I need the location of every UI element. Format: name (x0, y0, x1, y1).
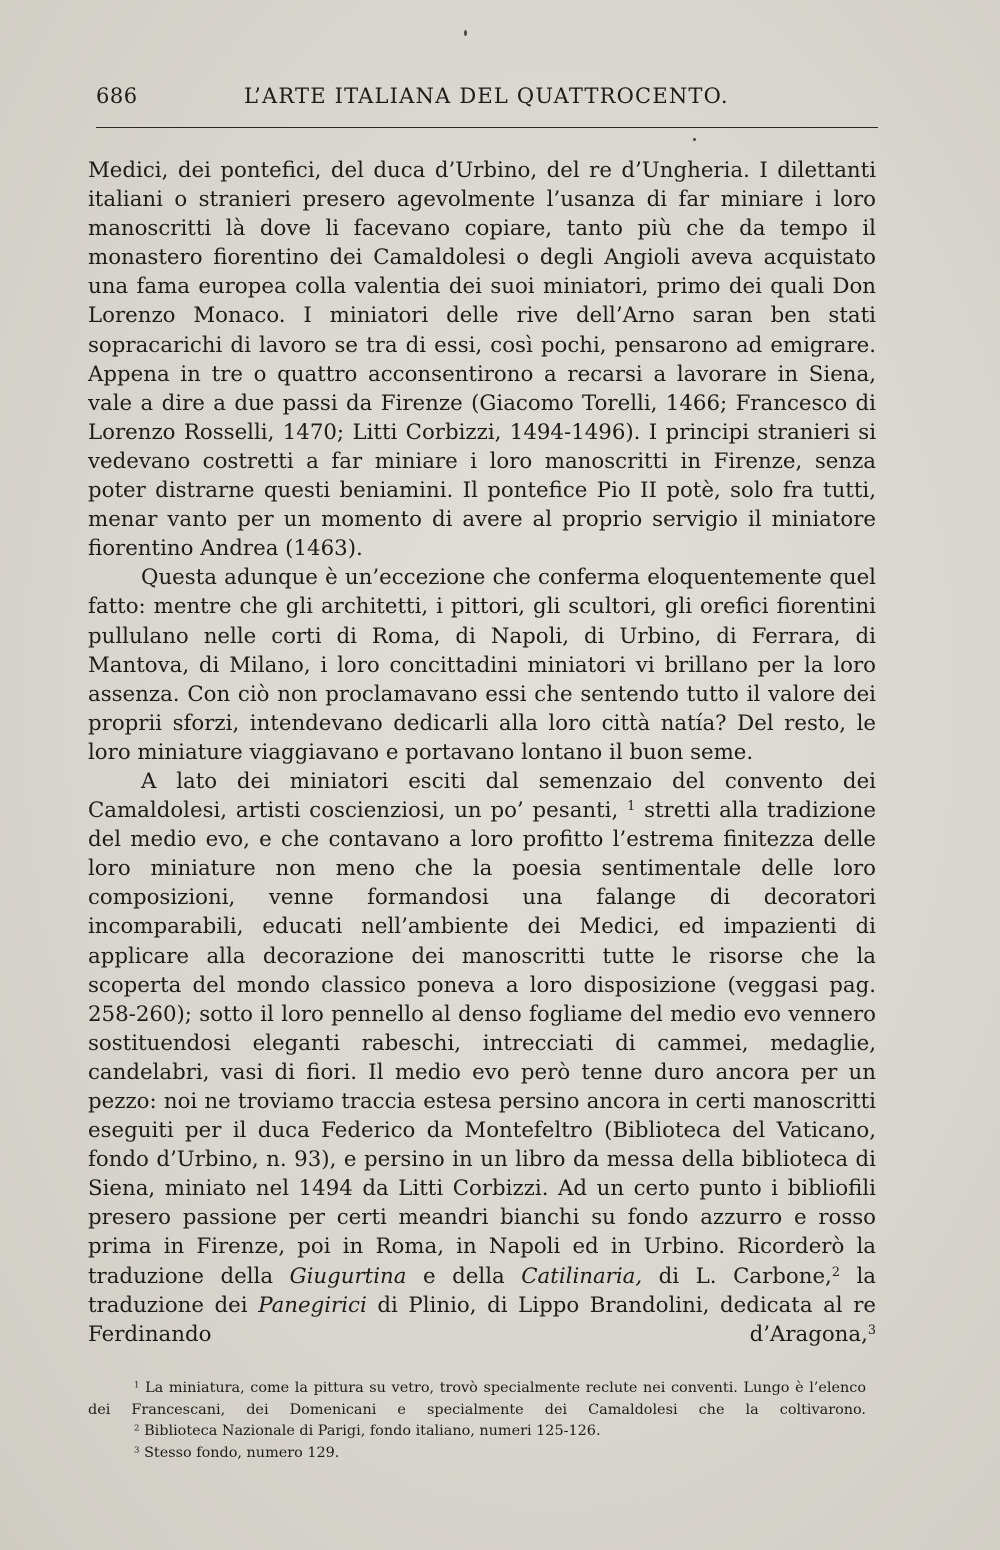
page-number: 686 (96, 84, 138, 108)
footnote-text: Stesso fondo, numero 129. (144, 1444, 340, 1461)
footnote-ref-3: 3 (867, 1322, 876, 1338)
paragraph-3-text: e della (423, 1263, 505, 1289)
footnote-marker: 3 (134, 1444, 140, 1455)
footnote-3 (88, 1443, 866, 1465)
footnote-ref-2: 2 (831, 1264, 840, 1280)
paragraph-3-text: stretti alla tradizione del medio evo, e che contavano a loro profitto l’estrema finitezza delle loro miniature non meno che la poesia sentimentale delle loro composizioni, venne formandosi una falange di decoratori incomparabili, educati nell’ambiente dei Medici, ed impazienti di applicare alla decorazione dei manoscritti tutte le risorse che la scoperta del mondo classico poneva a loro disposizione (veggasi pag. 258-260); sotto il loro pennello al denso fogliame del medio evo vennero sostituendosi eleganti rabeschi, intrecciati di cammei, medaglie, candelabri, vasi di fiori. Il medio evo però tenne duro ancora per un pezzo: noi ne troviamo traccia estesa persino ancora in certi manoscritti eseguiti per il duca Federico da Montefeltro (Biblioteca del Vaticano, fondo d’Urbino, n. 93), e persino in un libro da messa della biblioteca di Siena, miniato nel 1494 da Litti Corbizzi. Ad un certo punto i bibliofili presero passione per certi meandri bianchi su fondo azzurro e rosso prima in Firenze, poi in Roma, in Napoli ed in Urbino. Ricorderò la traduzione della (88, 798, 876, 1289)
running-title: L’ARTE ITALIANA DEL QUATTROCENTO. (244, 84, 729, 108)
body-text (88, 156, 876, 1349)
footnote-text: Biblioteca Nazionale di Parigi, fondo italiano, numeri 125-126. (144, 1423, 601, 1439)
footnote-2 (88, 1421, 866, 1443)
paragraph-3-text: la traduzione dei (88, 1263, 876, 1318)
paragraph-3-text: di L. Carbone, (658, 1263, 832, 1289)
footnotes (88, 1378, 866, 1464)
italic-title: Panegirici (258, 1292, 367, 1318)
paper-speck (693, 138, 696, 141)
paragraph-2-text: Questa adunque è un’eccezione che conferma eloquentemente quel fatto: mentre che gli architetti, i pittori, gli scultori, gli orefici fiorentini pullulano nelle corti di Roma, di Napoli, di Urbino, di Ferrara, di Mantova, di Milano, i loro concittadini miniatori vi brillano per la loro assenza. Con ciò non proclamavano essi che sentendo tutto il valore dei proprii sforzi, intendevano dedicarli alla loro città natía? Del resto, le loro miniature viaggiavano e portavano lontano il buon seme. (88, 565, 876, 765)
paragraph-2 (88, 563, 876, 767)
paragraph-3-text: A lato dei miniatori esciti dal semenzaio del convento dei Camaldolesi, artisti coscienziosi, un po’ pesanti, (88, 768, 876, 824)
paragraph-3-text: di Plinio, di Lippo Brandolini, dedicata al re Ferdinando d’Aragona, (88, 1292, 876, 1347)
paragraph-1 (88, 156, 876, 563)
italic-title: Catilinaria, (521, 1263, 643, 1289)
footnote-1 (88, 1378, 866, 1421)
paragraph-3 (88, 767, 876, 1349)
footnote-ref-1: 1 (627, 799, 636, 815)
footnote-text: La miniatura, come la pittura su vetro, trovò specialmente reclute nei conventi. Lungo è l’elenco dei Francescani, dei Domenicani e specialmente dei Camaldolesi che la coltivarono. (88, 1380, 867, 1418)
footnote-marker: 1 (134, 1380, 140, 1391)
italic-title: Giugurtina (289, 1263, 407, 1289)
page-header (96, 84, 878, 116)
paragraph-1-text: Medici, dei pontefici, del duca d’Urbino, del re d’Ungheria. I dilettanti italiani o stranieri presero agevolmente l’usanza di far miniare i loro manoscritti là dove li facevano copiare, tanto più che da tempo il monastero fiorentino dei Camaldolesi o degli Angioli aveva acquistato una fama europea colla valentia dei suoi miniatori, primo dei quali Don Lorenzo Monaco. I miniatori delle rive dell’Arno saran ben stati sopracarichi di lavoro se tra di essi, così pochi, pensarono ad emigrare. Appena in tre o quattro acconsentirono a recarsi a lavorare in Siena, vale a dire a due passi da Firenze (Giacomo Torelli, 1466; Francesco di Lorenzo Rosselli, 1470; Litti Corbizzi, 1494-1496). I principi stranieri si vedevano costretti a far miniare i loro manoscritti in Firenze, senza poter distrarne questi beniamini. Il pontefice Pio II potè, solo fra tutti, menar vanto per un momento di avere al proprio servigio il miniatore fiorentino Andrea (1463). (88, 158, 876, 562)
header-rule (96, 127, 878, 128)
footnote-marker: 2 (134, 1423, 140, 1434)
paper-speck (464, 30, 467, 36)
